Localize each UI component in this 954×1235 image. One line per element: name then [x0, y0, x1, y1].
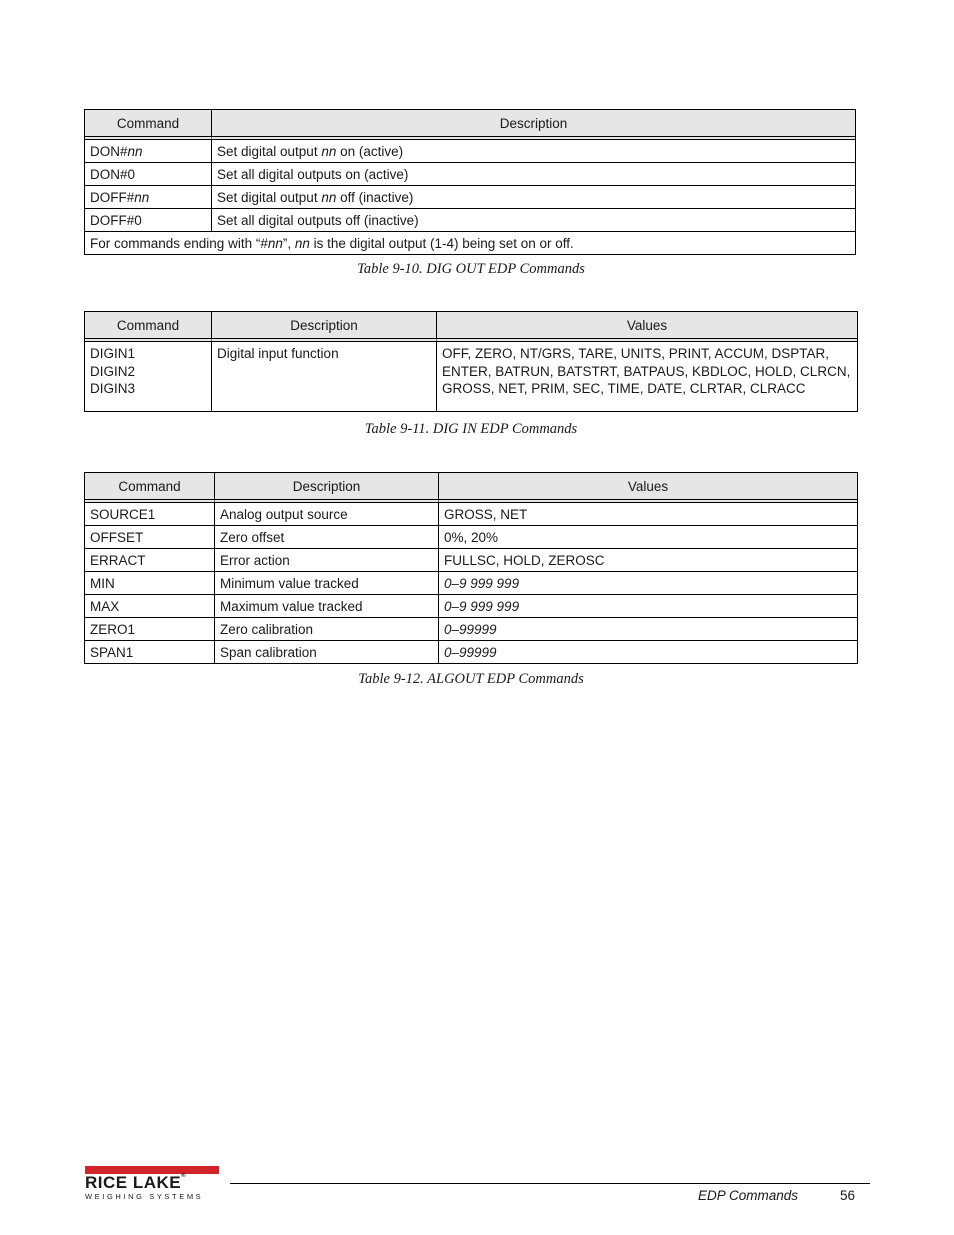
description-cell: Span calibration: [214, 640, 438, 663]
command-cell: [85, 342, 211, 411]
table-row: [85, 503, 857, 525]
command-cell: DOFF#nn: [85, 185, 211, 208]
column-header-description: Description: [211, 110, 855, 140]
table-header-row: [85, 312, 857, 342]
description-cell: Set all digital outputs off (inactive): [211, 208, 855, 231]
page-number: 56: [840, 1188, 856, 1203]
algout-table: [84, 472, 858, 664]
footer-rule: [230, 1183, 870, 1184]
column-header-description: Description: [211, 312, 436, 342]
table-row: [85, 640, 857, 663]
table-header-row: [85, 473, 857, 503]
dig-in-table: [84, 311, 858, 412]
dig-out-table: [84, 109, 856, 255]
command-cell: SPAN1: [85, 640, 214, 663]
values-cell: 0–99999: [438, 640, 857, 663]
rice-lake-logo: [85, 1166, 221, 1202]
description-cell: Analog output source: [214, 503, 438, 525]
values-cell: [436, 342, 857, 411]
values-cell: FULLSC, HOLD, ZEROSC: [438, 548, 857, 571]
table-caption-dig-in: Table 9-11. DIG IN EDP Commands: [364, 421, 578, 437]
table-row: [85, 140, 855, 162]
command-line: DIGIN2: [90, 363, 136, 379]
column-header-command: Command: [85, 110, 211, 140]
values-cell: 0–99999: [438, 617, 857, 640]
table-row: [85, 342, 857, 411]
logo-registered-mark: ®: [181, 1173, 187, 1179]
command-line: DIGIN1: [90, 346, 136, 361]
command-cell: ERRACT: [85, 548, 214, 571]
logo-name: RICE LAKE: [85, 1173, 182, 1192]
description-cell: Set all digital outputs on (active): [211, 162, 855, 185]
command-cell: OFFSET: [85, 525, 214, 548]
column-header-values: Values: [438, 473, 857, 503]
description-cell: Error action: [214, 548, 438, 571]
column-header-command: Command: [85, 312, 211, 342]
values-line: GROSS, NET, PRIM, SEC, TIME, DATE, CLRTAR, CLRACC: [442, 381, 806, 396]
values-cell: GROSS, NET: [438, 503, 857, 525]
table-row: [85, 525, 857, 548]
values-cell: 0–9 999 999: [438, 571, 857, 594]
table-row: [85, 162, 855, 185]
description-cell: Digital input function: [211, 342, 436, 411]
table-note: For commands ending with “#nn”, nn is the digital output (1-4) being set on or off.: [85, 231, 855, 254]
command-cell: SOURCE1: [90, 506, 156, 522]
values-line: ENTER, BATRUN, BATSTRT, BATPAUS, KBDLOC, HOLD, CLRCN,: [442, 363, 851, 379]
column-header-values: Values: [436, 312, 857, 342]
table-row: [85, 548, 857, 571]
column-header-command: Command: [85, 473, 214, 503]
description-cell: Maximum value tracked: [214, 594, 438, 617]
command-cell: DOFF#0: [85, 208, 211, 231]
command-cell: MIN: [85, 571, 214, 594]
values-line: OFF, ZERO, NT/GRS, TARE, UNITS, PRINT, ACCUM, DSPTAR,: [442, 346, 830, 361]
column-header-description: Description: [214, 473, 438, 503]
command-line: DIGIN3: [90, 381, 136, 396]
table-header-row: [85, 110, 855, 140]
description-cell: Zero offset: [214, 525, 438, 548]
table-row: [85, 185, 855, 208]
table-row: [85, 571, 857, 594]
description-cell: Zero calibration: [214, 617, 438, 640]
values-cell: 0–9 999 999: [438, 594, 857, 617]
description-cell: Minimum value tracked: [214, 571, 438, 594]
command-cell: ZERO1: [85, 617, 214, 640]
footer-section-title: EDP Commands: [698, 1188, 799, 1203]
logo-subtitle: WEIGHING SYSTEMS: [85, 1192, 204, 1201]
table-note-row: [85, 231, 855, 254]
values-cell: 0%, 20%: [438, 525, 857, 548]
table-row: [85, 594, 857, 617]
description-cell: Set digital output nn off (inactive): [211, 185, 855, 208]
description-cell: Set digital output nn on (active): [211, 140, 855, 162]
table-row: [85, 617, 857, 640]
command-cell: DON#0: [85, 162, 211, 185]
table-caption-algout: Table 9-12. ALGOUT EDP Commands: [358, 671, 584, 687]
table-caption-dig-out: Table 9-10. DIG OUT EDP Commands: [357, 261, 585, 277]
command-cell: DON#nn: [90, 143, 143, 159]
command-cell: MAX: [85, 594, 214, 617]
table-row: [85, 208, 855, 231]
